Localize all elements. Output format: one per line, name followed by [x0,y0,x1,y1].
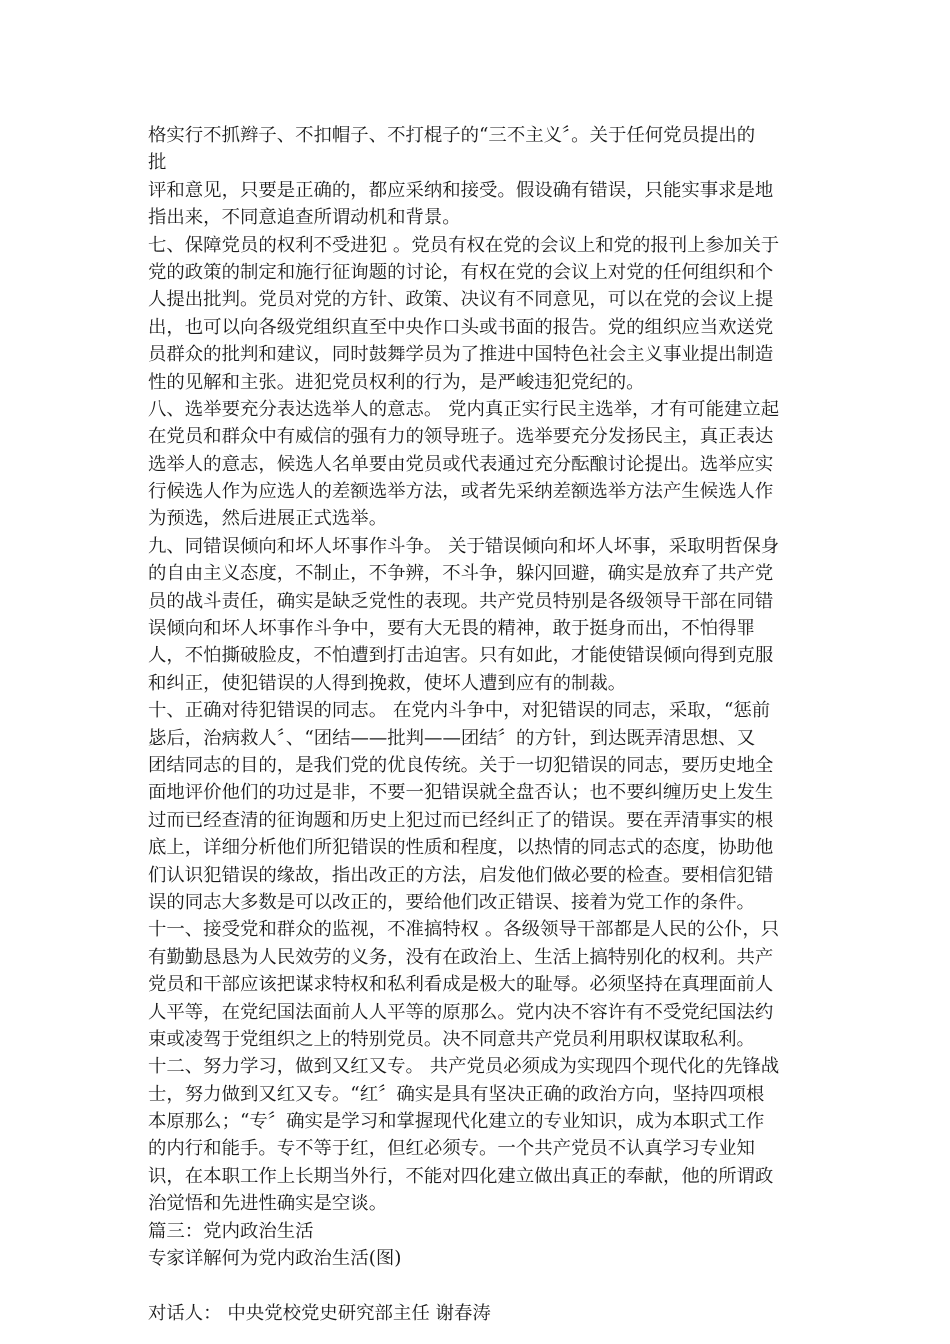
text-line: 人平等，在党纪国法面前人人平等的原那么。党内决不容许有不受党纪国法约 [148,1001,774,1023]
section-heading-12: 十二、努力学习，做到又红又专。 共产党员必须成为实现四个现代化的先锋战 [148,1056,780,1078]
interviewee-line: 对话人： 中央党校党史研究部主任 谢春涛 [148,1302,491,1324]
text-line: 党的政策的制定和施行征询题的讨论，有权在党的会议上对党的任何组织和个 [148,261,774,283]
document-body [148,122,808,1327]
chapter-title: 篇三：党内政治生活 [148,1220,314,1242]
article-title: 专家详解何为党内政治生活(图) [148,1248,402,1270]
text-line: 出，也可以向各级党组织直至中央作口头或书面的报告。党的组织应当欢送党 [148,316,774,338]
text-line: 团结同志的目的，是我们党的优良传统。关于一切犯错误的同志，要历史地全 [148,754,774,776]
text-line: 本原那么；“专〞确实是学习和掌握现代化建立的专业知识，成为本职式工作 [148,1111,765,1133]
text-line: 和纠正，使犯错误的人得到挽救，使坏人遭到应有的制裁。 [148,672,627,694]
text-line: 识，在本职工作上长期当外行，不能对四化建立做出真正的奉献，他的所谓政 [148,1165,774,1187]
text-line: 行候选人作为应选人的差额选举方法，或者先采纳差额选举方法产生候选人作 [148,481,774,503]
text-line: 面地评价他们的功过是非，不要一犯错误就全盘否认；也不要纠缠历史上发生 [148,782,774,804]
text-line: 们认识犯错误的缘故，指出改正的方法，启发他们做必要的检查。要相信犯错 [148,864,774,886]
section-heading-7: 七、保障党员的权利不受进犯 。党员有权在党的会议上和党的报刊上参加关于 [148,234,780,256]
text-line: 选举人的意志，候选人名单要由党员或代表通过充分酝酿讨论提出。选举应实 [148,453,774,475]
text-line: 在党员和群众中有威信的强有力的领导班子。选举要充分发扬民主，真正表达 [148,426,774,448]
text-line: 党员和干部应该把谋求特权和私利看成是极大的耻辱。必须坚持在真理面前人 [148,974,774,996]
text-line: 格实行不抓辫子、不扣帽子、不打棍子的“三不主义〞。关于任何党员提出的 [148,125,756,146]
text-line: 批 [148,152,167,174]
text-line: 指出来，不同意追查所谓动机和背景。 [148,207,461,229]
text-line: 的内行和能手。专不等于红，但红必须专。一个共产党员不认真学习专业知 [148,1138,755,1160]
blank-line [148,1272,808,1299]
text-line: 人提出批判。党员对党的方针、政策、决议有不同意见，可以在党的会议上提 [148,289,774,311]
text-line: 误倾向和坏人坏事作斗争中，要有大无畏的精神，敢于挺身而出，不怕得罪 [148,618,755,640]
text-line: 士，努力做到又红又专。“红〞确实是具有坚决正确的政治方向，坚持四项根 [148,1083,765,1105]
text-line: 治觉悟和先进性确实是空谈。 [148,1193,388,1215]
text-line: 的自由主义态度，不制止，不争辨，不斗争，躲闪回避，确实是放弃了共产党 [148,563,774,585]
text-line: 性的见解和主张。进犯党员权利的行为，是严峻违犯党纪的。 [148,371,645,393]
text-line: 底上，详细分析他们所犯错误的性质和程度，以热情的同志式的态度，协助他 [148,837,774,859]
text-line: 误的同志大多数是可以改正的，要给他们改正错误、接着为党工作的条件。 [148,891,755,913]
text-line: 人，不怕撕破脸皮，不怕遭到打击迫害。只有如此，才能使错误倾向得到克服 [148,645,774,667]
section-heading-11: 十一、接受党和群众的监视，不准搞特权 。各级领导干部都是人民的公仆，只 [148,919,780,941]
text-line: 员群众的批判和建议，同时鼓舞学员为了推进中国特色社会主义事业提出制造 [148,344,774,366]
text-line: 束或凌驾于党组织之上的特别党员。决不同意共产党员利用职权谋取私利。 [148,1028,755,1050]
text-line: 评和意见，只要是正确的，都应采纳和接受。假设确有错误，只能实事求是地 [148,179,774,201]
section-heading-10: 十、正确对待犯错误的同志。 在党内斗争中，对犯错误的同志，采取，“惩前 [148,700,771,722]
text-line: 为预选，然后进展正式选举。 [148,508,388,530]
text-line: 毖后，治病救人〞、“团结——批判——团结〞的方针，到达既弄清思想、又 [148,727,756,749]
text-line: 有勤勤恳恳为人民效劳的义务，没有在政治上、生活上搞特别化的权利。共产 [148,946,774,968]
section-heading-8: 八、选举要充分表达选举人的意志。 党内真正实行民主选举，才有可能建立起 [148,398,780,420]
text-line: 过而已经查清的征询题和历史上犯过而已经纠正了的错误。要在弄清事实的根 [148,809,774,831]
text-line: 员的战斗责任，确实是缺乏党性的表现。共产党员特别是各级领导干部在同错 [148,590,774,612]
section-heading-9: 九、同错误倾向和坏人坏事作斗争。 关于错误倾向和坏人坏事，采取明哲保身 [148,535,780,557]
